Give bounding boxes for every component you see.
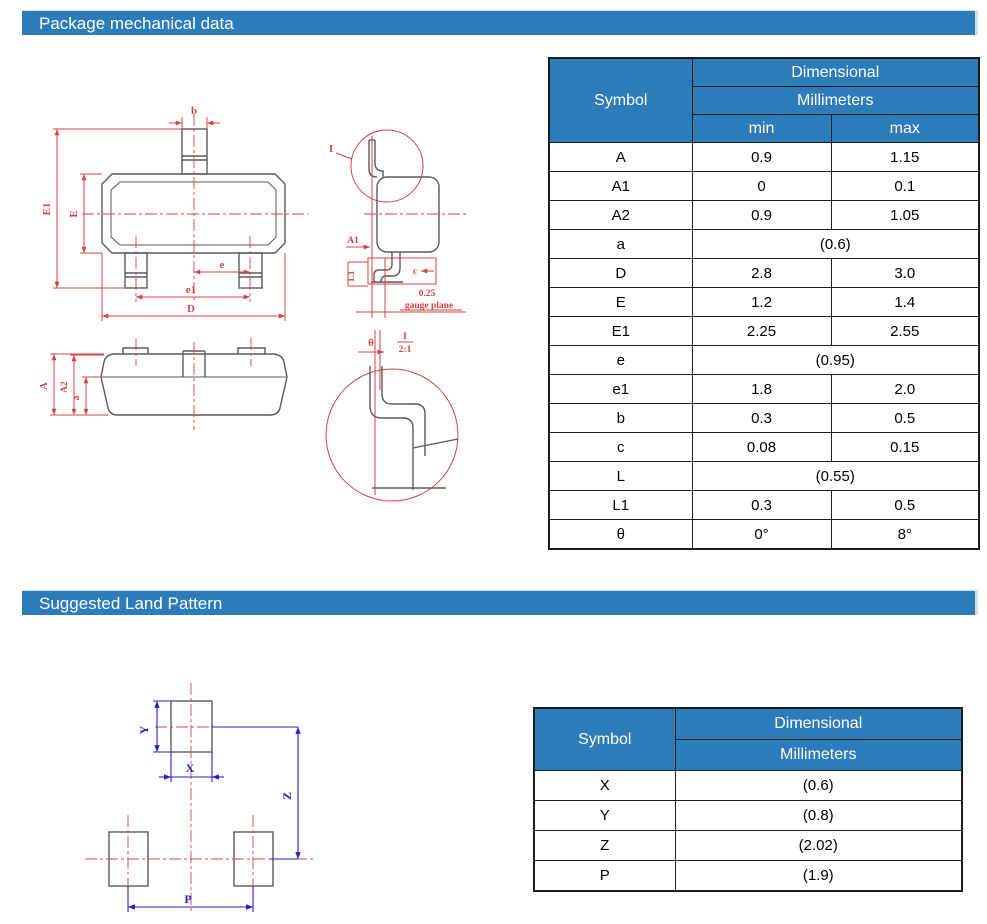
table-cell: 0.9 <box>692 201 831 230</box>
table-row <box>549 259 979 288</box>
gauge-offset-label: 0.25 <box>418 289 436 299</box>
dim-label-D: D <box>187 303 195 315</box>
detail-view-ref: I <box>403 332 407 342</box>
table-row <box>549 201 979 230</box>
dim-b <box>169 117 220 129</box>
dim-label-L1: L1 <box>347 270 357 282</box>
dim-label-Y: Y <box>137 725 151 735</box>
table-cell: 0.5 <box>831 404 979 433</box>
detail-view <box>326 330 458 501</box>
dim-label-e1: e1 <box>185 284 197 296</box>
land-pattern-table <box>533 707 963 892</box>
dim-Y <box>153 701 171 752</box>
table-cell: A <box>549 143 692 172</box>
land-th-symbol: Symbol <box>534 708 675 771</box>
table-cell: L <box>549 462 692 491</box>
table-row <box>549 375 979 404</box>
section-header-mechanical <box>22 10 978 35</box>
table-cell: Z <box>534 831 675 861</box>
dim-A2 <box>70 355 104 415</box>
theta-label: θ <box>368 337 374 349</box>
table-cell: D <box>549 259 692 288</box>
dim-label-P: P <box>184 892 192 906</box>
section-header-land-pattern <box>22 590 978 615</box>
detail-lead-shape <box>370 366 458 490</box>
dim-label-A2: A2 <box>60 381 70 393</box>
table-cell: 2.8 <box>692 259 831 288</box>
table-cell: A2 <box>549 201 692 230</box>
bottom-lead-right <box>239 253 262 288</box>
pad-top <box>171 701 212 752</box>
dim-label-E1: E1 <box>41 202 53 216</box>
package-mechanical-figure <box>20 90 540 520</box>
table-cell: 1.4 <box>831 288 979 317</box>
table-cell: (2.02) <box>675 831 962 861</box>
dim-a <box>82 377 103 415</box>
table-cell: c <box>549 433 692 462</box>
side-bottom-lead <box>371 252 403 282</box>
table-cell: (0.55) <box>692 462 979 491</box>
mech-th-dimensional: Dimensional <box>692 58 979 87</box>
side-ref-lines <box>348 136 466 318</box>
dim-label-X: X <box>185 761 195 775</box>
centerlines <box>82 114 308 302</box>
table-row <box>549 433 979 462</box>
table-cell: (1.9) <box>675 861 962 892</box>
table-row <box>534 831 962 861</box>
table-cell: 0.5 <box>831 491 979 520</box>
dim-label-A: A <box>38 382 50 390</box>
package-body-outline <box>102 174 285 253</box>
table-cell: 0.9 <box>692 143 831 172</box>
mech-th-max: max <box>831 115 979 143</box>
table-row <box>549 346 979 375</box>
table-cell: a <box>549 230 692 259</box>
section-title-land-pattern: Suggested Land Pattern <box>39 594 223 613</box>
table-cell: 0.1 <box>831 172 979 201</box>
table-cell: 0.15 <box>831 433 979 462</box>
table-cell: P <box>534 861 675 892</box>
dim-label-e: e <box>219 259 225 271</box>
table-row <box>549 288 979 317</box>
table-row <box>549 491 979 520</box>
table-cell: 2.0 <box>831 375 979 404</box>
land-pattern-figure <box>60 660 390 924</box>
land-th-dimensional: Dimensional <box>675 708 962 740</box>
table-cell: (0.95) <box>692 346 979 375</box>
table-cell: θ <box>549 520 692 550</box>
dim-A <box>50 354 108 415</box>
table-row <box>549 317 979 346</box>
table-row <box>549 230 979 259</box>
table-cell: Y <box>534 801 675 831</box>
detail-view-circle <box>326 369 458 501</box>
table-cell: e <box>549 346 692 375</box>
front-centerlines <box>136 338 251 430</box>
table-cell: E <box>549 288 692 317</box>
table-cell: 1.2 <box>692 288 831 317</box>
mech-th-symbol: Symbol <box>549 58 692 143</box>
table-cell: 3.0 <box>831 259 979 288</box>
table-cell: 1.8 <box>692 375 831 404</box>
side-body <box>377 177 439 252</box>
table-cell: X <box>534 771 675 801</box>
table-cell: A1 <box>549 172 692 201</box>
front-view <box>38 338 287 430</box>
dim-label-c: c <box>412 267 418 277</box>
table-cell: E1 <box>549 317 692 346</box>
mech-th-min: min <box>692 115 831 143</box>
land-th-millimeters: Millimeters <box>675 740 962 771</box>
package-body-inner-line <box>111 182 276 245</box>
dim-label-E: E <box>68 210 80 218</box>
top-lead <box>182 129 207 174</box>
side-view <box>329 130 468 318</box>
table-cell: b <box>549 404 692 433</box>
detail-circle <box>351 130 423 202</box>
table-cell: 1.05 <box>831 201 979 230</box>
dim-E <box>80 174 102 253</box>
detail-scale-label: 2:1 <box>398 345 412 355</box>
table-cell: 2.25 <box>692 317 831 346</box>
table-cell: 0.08 <box>692 433 831 462</box>
table-cell: 1.15 <box>831 143 979 172</box>
table-cell: (0.6) <box>692 230 979 259</box>
table-cell: 0.3 <box>692 404 831 433</box>
table-cell: 0.3 <box>692 491 831 520</box>
table-cell: 8° <box>831 520 979 550</box>
table-row <box>534 861 962 892</box>
table-row <box>549 404 979 433</box>
top-view <box>41 105 308 321</box>
table-cell: (0.8) <box>675 801 962 831</box>
gauge-plane-label: gauge plane <box>404 301 454 311</box>
dim-label-a: a <box>72 395 82 401</box>
dim-E1 <box>53 129 182 288</box>
table-row <box>549 520 979 550</box>
table-cell: 2.55 <box>831 317 979 346</box>
dim-label-Z: Z <box>280 791 294 801</box>
table-row <box>549 462 979 491</box>
table-cell: 0 <box>692 172 831 201</box>
table-cell: L1 <box>549 491 692 520</box>
detail-ref-label: I <box>328 143 334 155</box>
table-row <box>534 801 962 831</box>
table-row <box>534 771 962 801</box>
dim-label-A1: A1 <box>347 236 359 246</box>
table-row <box>549 172 979 201</box>
section-title-mechanical: Package mechanical data <box>39 14 234 33</box>
side-top-lead <box>369 140 383 177</box>
table-row <box>549 143 979 172</box>
table-cell: 0° <box>692 520 831 550</box>
mech-th-millimeters: Millimeters <box>692 87 979 115</box>
table-cell: (0.6) <box>675 771 962 801</box>
dim-label-b: b <box>190 105 198 117</box>
mech-dimensions-table <box>548 57 980 550</box>
table-cell: e1 <box>549 375 692 404</box>
